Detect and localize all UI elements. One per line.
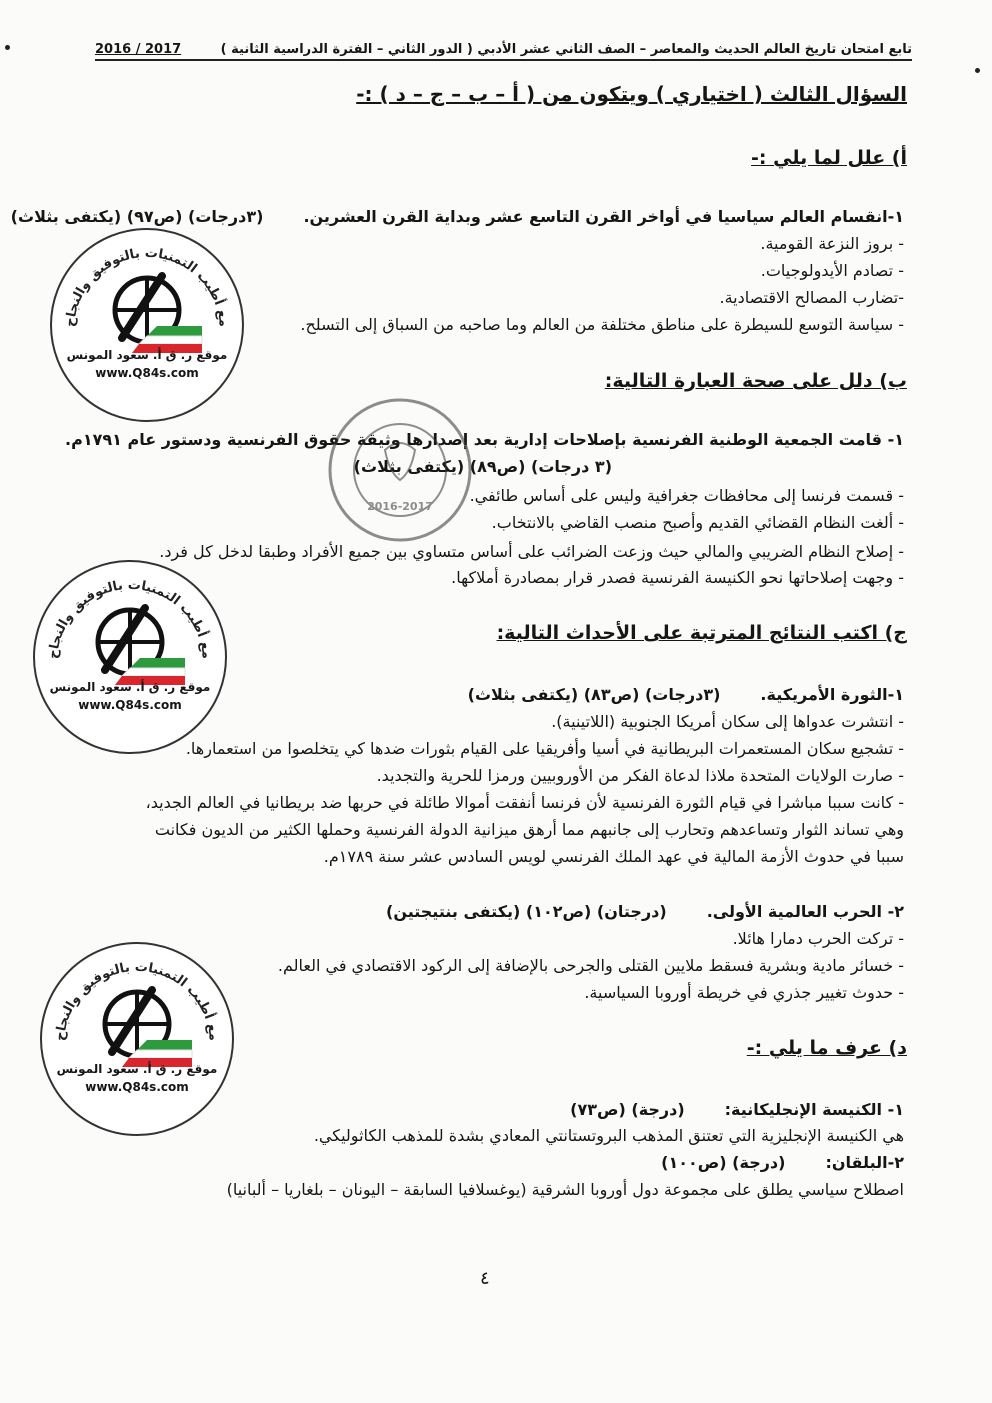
watermark-site: موقع ر. ق أ. سعود المونس [56,1062,218,1076]
watermark-url: www.Q84s.com [95,366,199,380]
kuwait-flag-globe-icon [35,562,225,752]
stamp-year: 2016-2017 [367,500,433,513]
section-b-item-1-marks: (٣ درجات) (ص٨٩) (يكتفى بثلاث) [353,457,612,476]
watermark-logo [50,228,244,422]
section-a-title: أ) علل لما يلي :- [751,147,907,169]
list-item: - قسمت فرنسا إلى محافظات جغرافية وليس على أساس طائفي. [469,486,904,505]
list-item: - تركت الحرب دمارا هائلا. [732,929,904,948]
list-item: - ألغت النظام القضائي القديم وأصبح منصب القاضي بالانتخاب. [491,513,904,532]
list-item: وهي تساند الثوار وتساعدهم وتحارب إلى جانبهم مما أرهق ميزانية الدولة الفرنسية وحملها الكثير من الديون فكانت [154,820,904,839]
svg-text:الجمهورية العربية ديوان عام ال [325,395,330,398]
watermark-logo [33,560,227,754]
watermark-site: موقع ر. ق أ. سعود المونس [66,348,228,362]
header-year: 2016 / 2017 [95,42,182,57]
kuwait-flag-globe-icon [42,944,232,1134]
page-header [95,42,912,61]
section-d-item-1: ١- الكنيسة الإنجليكانية:(درجة) (ص٧٣) [570,1100,904,1119]
watermark-logo [40,942,234,1136]
watermark-site: موقع ر. ق أ. سعود المونس [49,680,211,694]
list-item: سببا في حدوث الأزمة المالية في عهد الملك الفرنسي لويس السادس عشر سنة ١٧٨٩م. [323,847,904,866]
svg-text:مع أطيب التمنيات بالتوفيق والن: مع أطيب التمنيات بالتوفيق والنجاح [52,959,222,1042]
list-item: - بروز النزعة القومية. [760,234,904,253]
list-item: -تضارب المصالح الاقتصادية. [719,288,904,307]
list-item: - خسائر مادية وبشرية فسقط ملايين القتلى والجرحى بالإضافة إلى الركود الاقتصادي في العالم. [277,956,904,975]
section-b-title: ب) دلل على صحة العبارة التالية: [604,370,907,392]
definition-text: هي الكنيسة الإنجليزية التي تعتنق المذهب البروتستانتي المعادي بشدة للمذهب الكاثوليكي. [313,1126,904,1145]
question-title: السؤال الثالث ( اختياري ) ويتكون من ( أ – ب – ج – د ) :- [356,82,907,106]
section-a-item-1: ١-انقسام العالم سياسيا في أواخر القرن التاسع عشر وبداية القرن العشرين.(٣درجات) (ص٩٧) (يكتفى بثلاث) [10,207,904,226]
definition-text: اصطلاح سياسي يطلق على مجموعة دول أوروبا الشرقية (يوغسلافيا السابقة – اليونان – بلغاريا – ألبانيا) [226,1180,904,1199]
section-b-item-1: ١- قامت الجمعية الوطنية الفرنسية بإصلاحات إدارية بعد إصدارها وثيقة حقوق الفرنسية ودستور عام ١٧٩١م. [65,430,904,449]
section-c-title: ج) اكتب النتائج المترتبة على الأحداث التالية: [496,622,907,644]
list-item: - وجهت إصلاحاتها نحو الكنيسة الفرنسية فصدر قرار بمصادرة أملاكها. [451,568,904,587]
scan-speck [5,45,10,50]
watermark-url: www.Q84s.com [85,1080,189,1094]
header-title: تابع امتحان تاريخ العالم الحديث والمعاصر – الصف الثاني عشر الأدبي ( الدور الثاني – الفترة الدراسية الثانية ) [220,42,912,57]
list-item: - تصادم الأيدولوجيات. [760,261,904,280]
list-item: - انتشرت عدواها إلى سكان أمريكا الجنوبية (اللاتينية). [551,712,904,731]
list-item: - صارت الولايات المتحدة ملاذا لدعاة الفكر من الأوروبيين ورمزا للحرية والتجديد. [376,766,904,785]
section-d-item-2: ٢-البلقان:(درجة) (ص١٠٠) [661,1153,904,1172]
list-item: - حدوث تغيير جذري في خريطة أوروبا السياسية. [584,983,904,1002]
list-item: - سياسة التوسع للسيطرة على مناطق مختلفة من العالم وما صاحبه من السباق إلى التسلح. [300,315,904,334]
list-item: - إصلاح النظام الضريبي والمالي حيث وزعت الضرائب على أساس متساوي بين جميع الأفراد وطبقا لدخل كل فرد. [159,542,904,561]
section-c-item-1: ١-الثورة الأمريكية.(٣درجات) (ص٨٣) (يكتفى بثلاث) [467,685,904,704]
official-stamp [325,395,475,545]
page-number: ٤ [480,1268,490,1289]
list-item: - تشجيع سكان المستعمرات البريطانية في أسيا وأفريقيا على القيام بثورات ضدها كي يتخلصوا من استعمارها. [185,739,904,758]
list-item: - كانت سببا مباشرا في قيام الثورة الفرنسية لأن فرنسا أنفقت أموالا طائلة في حربها ضد بريطانيا في العالم الجديد، [145,793,904,812]
kuwait-flag-globe-icon [52,230,242,420]
scan-speck [975,68,980,73]
section-d-title: د) عرف ما يلي :- [746,1037,907,1059]
svg-text:مع أطيب التمنيات بالتوفيق والن: مع أطيب التمنيات بالتوفيق والنجاح [62,245,232,328]
svg-text:مع أطيب التمنيات بالتوفيق والن: مع أطيب التمنيات بالتوفيق والنجاح [45,577,215,660]
section-c-item-2: ٢- الحرب العالمية الأولى.(درجتان) (ص١٠٢) (يكتفى بنتيجتين) [386,902,904,921]
watermark-url: www.Q84s.com [78,698,182,712]
stamp-icon [325,395,475,545]
